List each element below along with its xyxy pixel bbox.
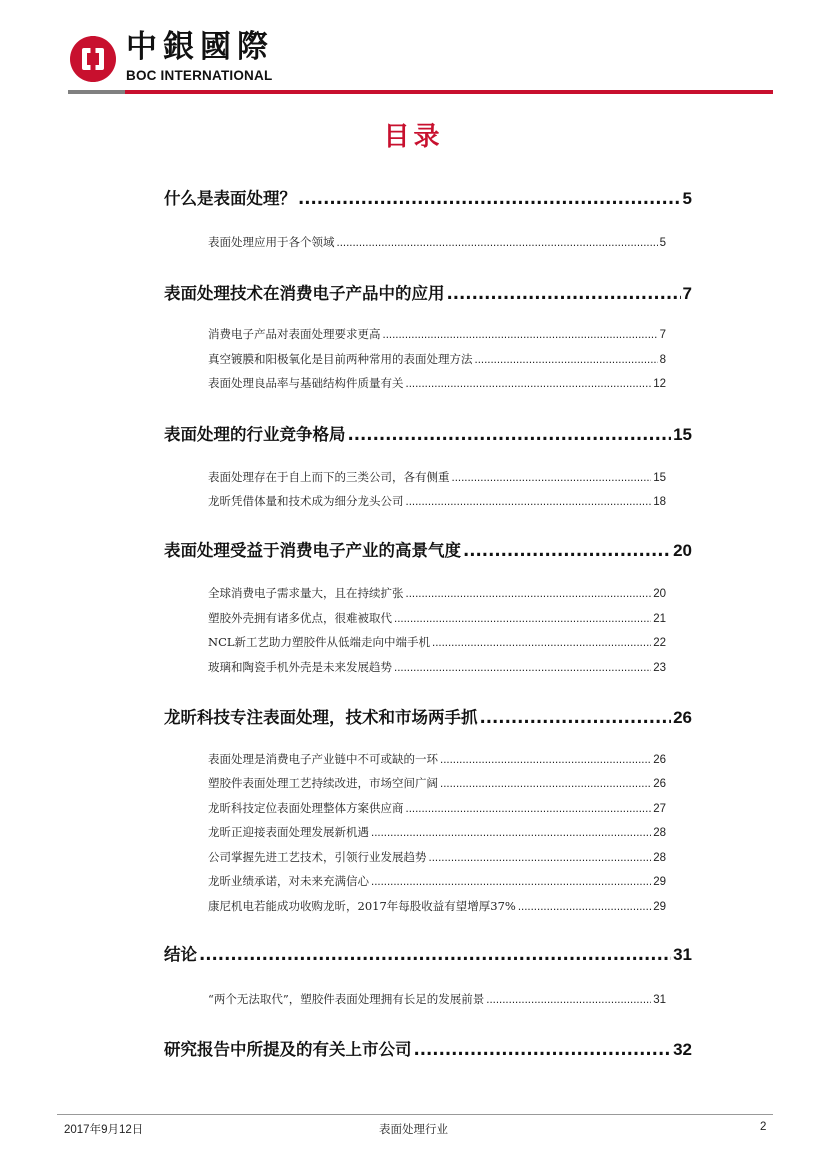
- toc-leader-dots: [371, 827, 651, 839]
- toc-section-entry[interactable]: [164, 421, 692, 445]
- company-name-en: BOC INTERNATIONAL: [126, 68, 273, 83]
- footer-rule: [57, 1114, 773, 1115]
- toc-subsection-page: 26: [653, 754, 666, 766]
- toc-section-title: 表面处理的行业竞争格局: [164, 425, 346, 444]
- toc-section-page: 32: [673, 1040, 692, 1059]
- toc-leader-dots: [337, 237, 658, 249]
- toc-leader-dots: [447, 284, 681, 303]
- header-rule-red: [125, 90, 773, 94]
- toc-leader-dots: [406, 496, 652, 508]
- footer-date: 2017年9月12日: [64, 1124, 144, 1136]
- toc-subsection-title: 康尼机电若能成功收购龙昕，2017年每股收益有望增厚37%: [208, 899, 516, 913]
- toc-title: 目录: [383, 122, 444, 152]
- toc-subsection-page: 29: [653, 901, 666, 913]
- toc-leader-dots: [298, 189, 681, 208]
- boc-logo-icon: [68, 34, 118, 84]
- toc-section-page: 20: [673, 541, 692, 560]
- toc-subsection-title: 表面处理是消费电子产业链中不可或缺的一环: [208, 752, 438, 766]
- toc-section-page: 7: [682, 284, 692, 303]
- toc-subsection-title: “两个无法取代”，塑胶件表面处理拥有长足的发展前景: [208, 992, 485, 1006]
- toc-section-page: 26: [673, 708, 692, 727]
- toc-subsection-title: 公司掌握先进工艺技术，引领行业发展趋势: [208, 850, 427, 864]
- footer-page-number: 2: [760, 1121, 767, 1133]
- toc-subsection-title: 表面处理存在于自上而下的三类公司，各有侧重: [208, 470, 450, 484]
- footer-title: 表面处理行业: [379, 1122, 448, 1136]
- toc-leader-dots: [348, 425, 672, 444]
- toc-subsection-entry[interactable]: [208, 493, 666, 509]
- toc-subsection-title: 龙昕正迎接表面处理发展新机遇: [208, 825, 369, 839]
- toc-subsection-page: 27: [653, 803, 666, 815]
- toc-subsection-entry[interactable]: [208, 469, 666, 485]
- toc-subsection-page: 28: [653, 827, 666, 839]
- toc-subsection-page: 15: [653, 472, 666, 484]
- toc-subsection-entry[interactable]: [208, 824, 666, 840]
- toc-section-page: 31: [673, 945, 692, 964]
- toc-subsection-title: 表面处理应用于各个领域: [208, 235, 335, 249]
- toc-leader-dots: [452, 472, 652, 484]
- toc-subsection-entry[interactable]: [208, 326, 666, 342]
- toc-subsection-title: 表面处理良品率与基础结构件质量有关: [208, 376, 404, 390]
- toc-subsection-page: 26: [653, 778, 666, 790]
- toc-subsection-page: 12: [653, 378, 666, 390]
- toc-subsection-entry[interactable]: [208, 585, 666, 601]
- toc-leader-dots: [394, 613, 651, 625]
- toc-subsection-page: 18: [653, 496, 666, 508]
- toc-section-title: 什么是表面处理？: [164, 189, 296, 208]
- toc-section-entry[interactable]: [164, 1036, 692, 1060]
- toc-subsection-title: 塑胶外壳拥有诸多优点，很难被取代: [208, 611, 392, 625]
- toc-leader-dots: [440, 754, 651, 766]
- toc-subsection-page: 21: [653, 613, 666, 625]
- toc-subsection-title: 龙昕科技定位表面处理整体方案供应商: [208, 801, 404, 815]
- toc-leader-dots: [394, 662, 651, 674]
- toc-subsection-entry[interactable]: [208, 849, 666, 865]
- toc-leader-dots: [406, 803, 652, 815]
- toc-section-page: 5: [682, 189, 692, 208]
- toc-subsection-entry[interactable]: [208, 610, 666, 626]
- toc-leader-dots: [414, 1040, 672, 1059]
- toc-subsection-entry[interactable]: [208, 800, 666, 816]
- toc-section-title: 龙昕科技专注表面处理，技术和市场两手抓: [164, 708, 478, 727]
- toc-subsection-page: 29: [653, 876, 666, 888]
- toc-subsection-entry[interactable]: [208, 234, 666, 250]
- toc-section-entry[interactable]: [164, 537, 692, 561]
- toc-subsection-title: 塑胶件表面处理工艺持续改进，市场空间广阔: [208, 776, 438, 790]
- toc-subsection-title: 玻璃和陶瓷手机外壳是未来发展趋势: [208, 660, 392, 674]
- toc-subsection-entry[interactable]: [208, 898, 666, 914]
- toc-subsection-title: 真空镀膜和阳极氧化是目前两种常用的表面处理方法: [208, 352, 473, 366]
- toc-subsection-entry[interactable]: [208, 351, 666, 367]
- toc-subsection-page: 20: [653, 588, 666, 600]
- toc-subsection-page: 5: [659, 237, 666, 249]
- toc-subsection-page: 28: [653, 852, 666, 864]
- toc-section-title: 结论: [164, 945, 197, 964]
- toc-leader-dots: [199, 945, 671, 964]
- toc-leader-dots: [429, 852, 652, 864]
- toc-subsection-page: 22: [653, 637, 666, 649]
- toc-section-title: 研究报告中所提及的有关上市公司: [164, 1040, 412, 1059]
- toc-section-title: 表面处理技术在消费电子产品中的应用: [164, 284, 445, 303]
- toc-subsection-entry[interactable]: [208, 659, 666, 675]
- toc-subsection-page: 7: [659, 329, 666, 341]
- toc-subsection-title: 龙昕业绩承诺，对未来充满信心: [208, 874, 369, 888]
- toc-subsection-entry[interactable]: [208, 751, 666, 767]
- toc-leader-dots: [463, 541, 671, 560]
- toc-section-entry[interactable]: [164, 941, 692, 965]
- toc-leader-dots: [480, 708, 672, 727]
- toc-subsection-page: 8: [659, 354, 666, 366]
- toc-section-entry[interactable]: [164, 185, 692, 209]
- toc-section-title: 表面处理受益于消费电子产业的高景气度: [164, 541, 461, 560]
- company-name-cn: 中銀國際: [126, 29, 274, 65]
- toc-section-entry[interactable]: [164, 280, 692, 304]
- toc-section-page: 15: [673, 425, 692, 444]
- toc-leader-dots: [406, 588, 652, 600]
- toc-subsection-title: 龙昕凭借体量和技术成为细分龙头公司: [208, 494, 404, 508]
- toc-subsection-entry[interactable]: [208, 991, 666, 1007]
- toc-leader-dots: [371, 876, 651, 888]
- toc-subsection-page: 23: [653, 662, 666, 674]
- toc-section-entry[interactable]: [164, 704, 692, 728]
- toc-subsection-entry[interactable]: [208, 375, 666, 391]
- toc-leader-dots: [518, 901, 651, 913]
- toc-leader-dots: [440, 778, 651, 790]
- toc-leader-dots: [406, 378, 652, 390]
- toc-subsection-page: 31: [653, 994, 666, 1006]
- toc-subsection-entry[interactable]: [208, 775, 666, 791]
- toc-subsection-entry[interactable]: [208, 873, 666, 889]
- toc-subsection-title: 消费电子产品对表面处理要求更高: [208, 327, 381, 341]
- toc-leader-dots: [486, 994, 651, 1006]
- toc-leader-dots: [475, 354, 658, 366]
- toc-subsection-entry[interactable]: [208, 634, 666, 650]
- toc-subsection-title: 全球消费电子需求量大，且在持续扩张: [208, 586, 404, 600]
- header: [68, 28, 773, 98]
- toc-subsection-title: NCL新工艺助力塑胶件从低端走向中端手机: [208, 635, 430, 649]
- toc-leader-dots: [432, 637, 651, 649]
- toc-leader-dots: [383, 329, 658, 341]
- header-rule-gray: [68, 90, 125, 94]
